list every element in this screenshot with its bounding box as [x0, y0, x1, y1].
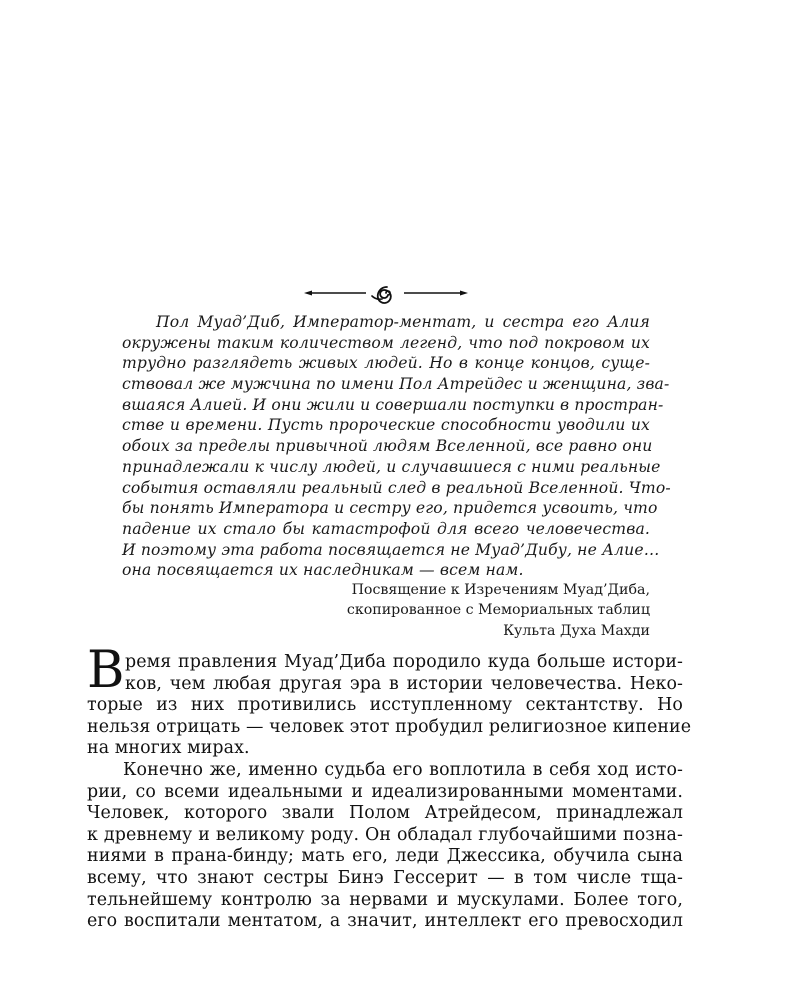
epigraph-line: Пол Муад’Диб, Император-ментат, и сестра его Алия: [156, 313, 650, 331]
body-line: рии, со всеми идеальными и идеализированными моментами.: [87, 781, 683, 802]
body-line: ниями в прана-бинду; мать его, леди Джессика, обучила сына: [87, 846, 683, 867]
body-line: к древнему и великому роду. Он обладал глубочайшими позна-: [87, 824, 683, 845]
epigraph-attribution: [300, 580, 650, 641]
body-text: [87, 652, 692, 933]
epigraph-line: вшаяся Алией. И они жили и совершали поступки в простран-: [122, 395, 664, 414]
epigraph-line: трудно разглядеть живых людей. Но в конце концов, суще-: [122, 354, 650, 373]
attribution-line: скопированное с Мемориальных таблиц: [346, 602, 650, 619]
epigraph-line: обоих за пределы привычной людям Вселенной, все равно они: [122, 437, 653, 456]
epigraph-line: ствовал же мужчина по имени Пол Атрейдес и женщина, зва-: [122, 375, 670, 394]
body-line: Человек, которого звали Полом Атрейдесом, принадлежал: [87, 803, 683, 824]
attribution-line: Культа Духа Махди: [503, 622, 650, 639]
epigraph-line: она посвящается их наследникам — всем нам.: [122, 561, 524, 580]
attribution-line: Посвящение к Изречениям Муад’Диба,: [351, 582, 650, 598]
epigraph: [122, 312, 671, 581]
body-line: ков, чем любая другая эра в истории человечества. Неко-: [125, 673, 683, 694]
body-line: всему, что знают сестры Бинэ Гессерит — в том числе тща-: [87, 867, 683, 888]
epigraph-line: окружены таким количеством легенд, что под покровом их: [122, 333, 650, 352]
body-line: на многих мирах.: [87, 738, 250, 759]
body-line: торые из них противились исступленному сектантству. Но: [87, 695, 683, 716]
body-line: Конечно же, именно судьба его воплотила в себя ход исто-: [123, 759, 683, 780]
epigraph-line: бы понять Императора и сестру его, придется усвоить, что: [122, 499, 658, 518]
epigraph-line: падение их стало бы катастрофой для всего человечества.: [122, 519, 650, 538]
epigraph-line: принадлежали к числу людей, и случавшиеся с ними реальные: [122, 457, 661, 476]
body-line: нельзя отрицать — человек этот пробудил религиозное кипение: [87, 716, 692, 737]
body-line: ремя правления Муад’Диба породило куда больше истори-: [125, 652, 683, 672]
epigraph-line: И поэтому эта работа посвящается не Муад’Дибу, не Алие…: [122, 540, 660, 559]
epigraph-line: стве и времени. Пусть пророческие способности уводили их: [122, 416, 650, 435]
drop-cap: В: [87, 641, 125, 700]
swirl-ornament-icon: [304, 280, 468, 306]
epigraph-line: события оставляли реальный след в реальной Вселенной. Что-: [122, 478, 671, 497]
body-line: тельнейшему контролю за нервами и мускулами. Более того,: [87, 889, 683, 910]
body-line: его воспитали ментатом, а значит, интеллект его превосходил: [87, 911, 683, 932]
